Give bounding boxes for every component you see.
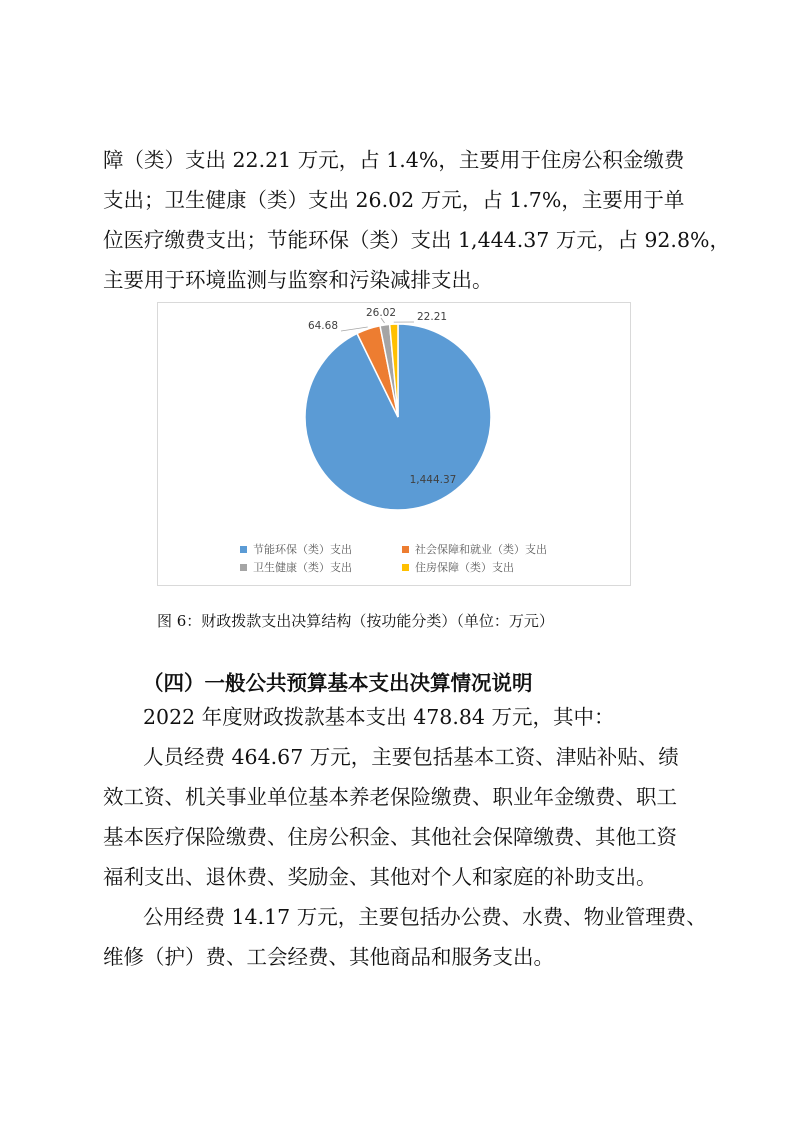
paragraph-line: 基本医疗保险缴费、住房公积金、其他社会保障缴费、其他工资: [103, 825, 677, 849]
pie-chart: [157, 302, 631, 586]
legend-label: 社会保障和就业（类）支出: [415, 543, 547, 556]
body-text-line: 位医疗缴费支出；节能环保（类）支出 1,444.37 万元，占 92.8%，: [103, 228, 730, 252]
paragraph-line: 维修（护）费、工会经费、其他商品和服务支出。: [103, 945, 554, 969]
section-heading: （四）一般公共预算基本支出决算情况说明: [143, 671, 533, 695]
paragraph-line: 人员经费 464.67 万元，主要包括基本工资、津贴补贴、绩: [143, 745, 679, 769]
legend-label: 卫生健康（类）支出: [253, 561, 352, 574]
figure-caption: 图 6：财政拨款支出决算结构（按功能分类）（单位：万元）: [157, 612, 554, 630]
data-label: 26.02: [365, 307, 397, 319]
pie-chart-svg: [158, 303, 630, 585]
paragraph-line: 效工资、机关事业单位基本养老保险缴费、职业年金缴费、职工: [103, 785, 677, 809]
body-text-line: 主要用于环境监测与监察和污染减排支出。: [103, 268, 493, 292]
body-text-line: 支出；卫生健康（类）支出 26.02 万元，占 1.7%，主要用于单: [103, 188, 685, 212]
data-label: 1,444.37: [409, 474, 457, 486]
legend-label: 节能环保（类）支出: [253, 543, 352, 556]
paragraph-line: 公用经费 14.17 万元，主要包括办公费、水费、物业管理费、: [143, 905, 707, 929]
data-label: 64.68: [307, 320, 338, 332]
paragraph-line: 2022 年度财政拨款基本支出 478.84 万元，其中：: [143, 705, 615, 729]
data-label: 22.21: [417, 311, 448, 323]
paragraph-line: 福利支出、退休费、奖励金、其他对个人和家庭的补助支出。: [103, 865, 657, 889]
legend-label: 住房保障（类）支出: [415, 561, 514, 574]
body-text-line: 障（类）支出 22.21 万元，占 1.4%，主要用于住房公积金缴费: [103, 148, 685, 172]
